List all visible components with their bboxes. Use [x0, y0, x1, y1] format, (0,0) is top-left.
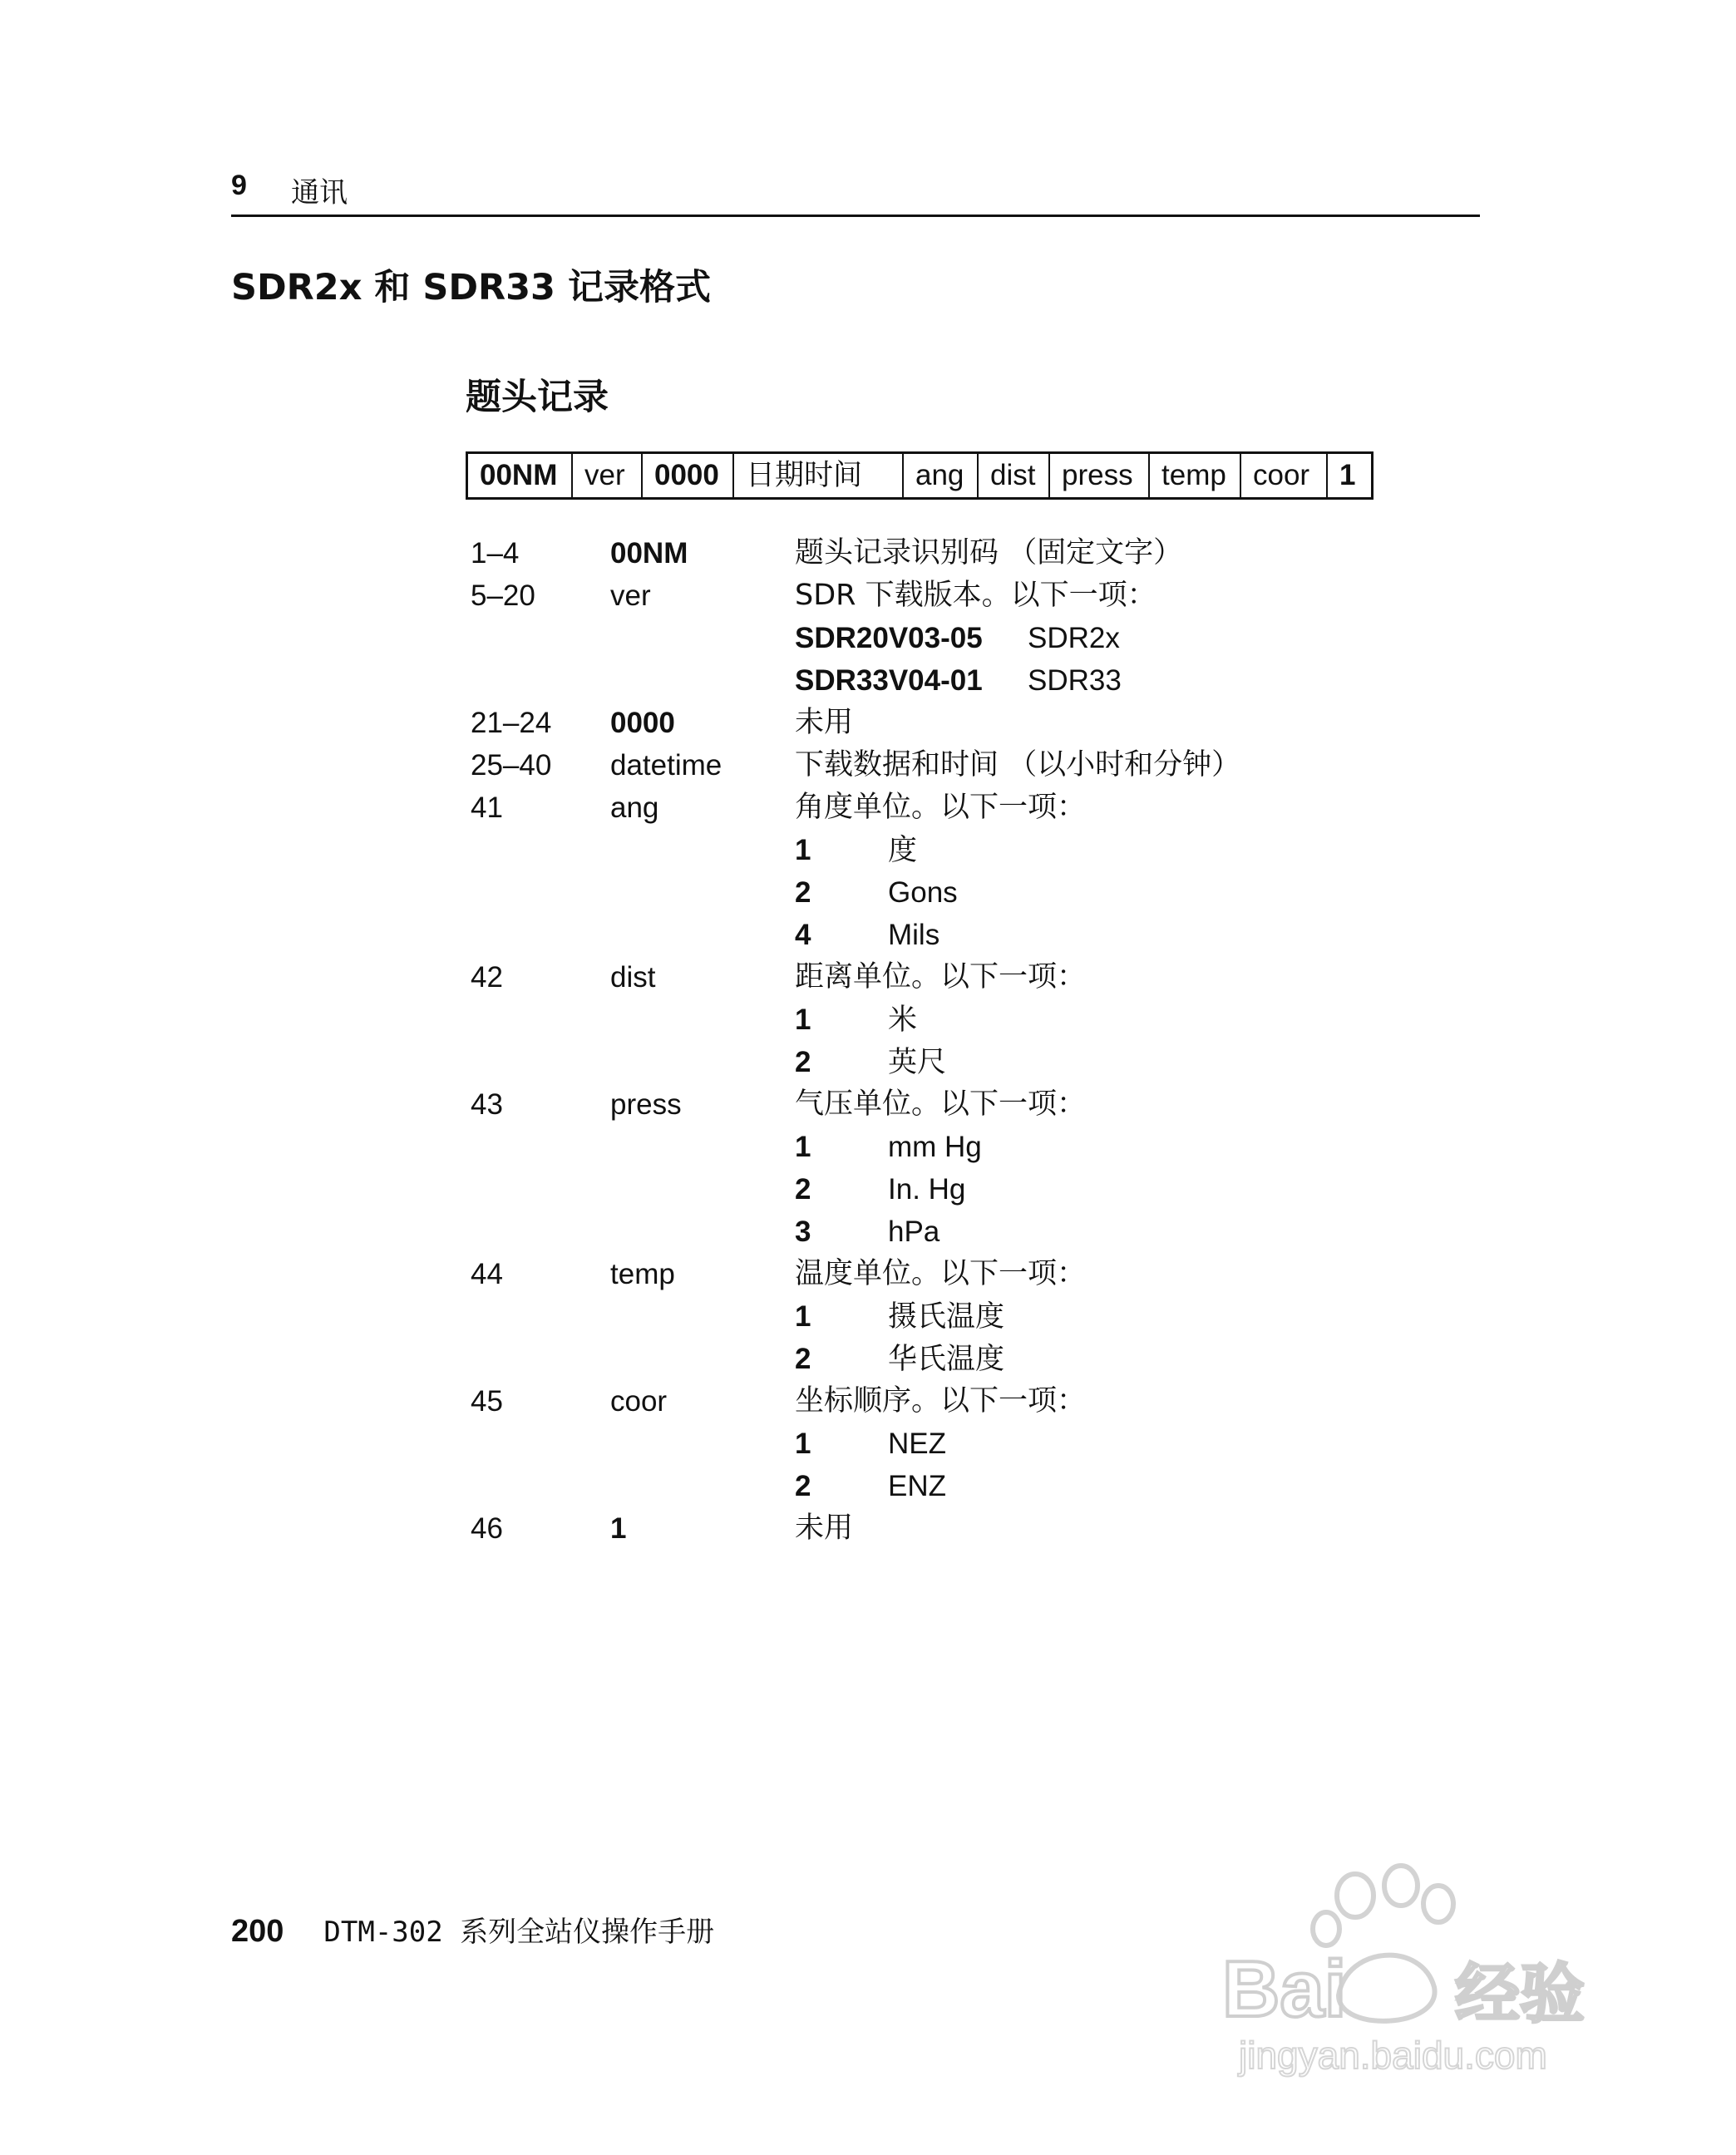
field-row [471, 744, 1468, 787]
field-option [795, 1338, 1468, 1380]
field-description: 题头记录识别码 （固定文字） [795, 536, 1183, 570]
record-cell: ang [904, 454, 979, 497]
option-code: 1 [795, 1300, 811, 1333]
baidu-jingyan-watermark [1214, 1862, 1630, 2079]
option-label: SDR2x [1028, 622, 1120, 654]
record-format-strip [466, 451, 1374, 500]
field-description: 未用 [795, 706, 854, 739]
field-option [795, 1295, 1468, 1338]
field-name: ang [610, 791, 659, 824]
field-name: datetime [610, 749, 723, 782]
option-code: SDR33V04-01 [795, 664, 983, 697]
field-description: 未用 [795, 1511, 854, 1545]
record-cell: 00NM [468, 454, 573, 497]
option-code: 4 [795, 919, 811, 951]
option-code: 1 [795, 1004, 811, 1036]
record-cell: 日期时间 [734, 454, 904, 497]
option-label: Mils [888, 919, 940, 951]
field-option [795, 999, 1468, 1041]
field-row [471, 1083, 1468, 1253]
chapter-title: 通讯 [291, 176, 348, 210]
record-cell: press [1050, 454, 1150, 497]
field-name: dist [610, 961, 656, 994]
option-code: 3 [795, 1216, 811, 1248]
product-text: 经验 [1455, 1957, 1586, 2032]
field-name: ver [610, 579, 651, 612]
field-option [795, 1423, 1468, 1465]
option-label: 摄氏温度 [888, 1300, 1005, 1333]
field-position: 41 [471, 791, 503, 824]
record-cell: temp [1150, 454, 1241, 497]
option-label: 度 [888, 834, 918, 866]
option-label: SDR33 [1028, 664, 1122, 697]
manual-title: DTM-302 系列全站仪操作手册 [323, 1916, 715, 1949]
field-name: 1 [610, 1512, 627, 1545]
option-code: 2 [795, 876, 811, 909]
field-position: 1–4 [471, 537, 520, 570]
record-cell: ver [573, 454, 643, 497]
field-option [795, 659, 1468, 702]
option-label: In. Hg [888, 1173, 966, 1206]
field-row [471, 702, 1468, 744]
paw-logo-icon [1214, 1862, 1630, 2079]
brand-text: Bai [1222, 1945, 1347, 2034]
field-option [795, 1126, 1468, 1168]
field-position: 46 [471, 1512, 503, 1545]
field-option [795, 871, 1468, 914]
option-label: mm Hg [888, 1131, 982, 1163]
option-label: 英尺 [888, 1046, 947, 1078]
option-code: 2 [795, 1470, 811, 1502]
field-row [471, 532, 1468, 575]
field-description: 距离单位。以下一项： [795, 960, 1087, 994]
field-position: 43 [471, 1088, 503, 1121]
field-position: 44 [471, 1258, 503, 1290]
chapter-number: 9 [231, 170, 247, 201]
record-cell: coor [1241, 454, 1328, 497]
option-code: 2 [795, 1343, 811, 1375]
record-cell: dist [979, 454, 1050, 497]
field-position: 21–24 [471, 707, 552, 739]
field-description: 角度单位。以下一项： [795, 791, 1087, 824]
field-name: 0000 [610, 707, 675, 739]
option-code: SDR20V03-05 [795, 622, 983, 654]
record-cell: 0000 [643, 454, 734, 497]
field-row [471, 787, 1468, 956]
subsection-title: 题头记录 [466, 377, 609, 418]
record-cell: 1 [1339, 459, 1356, 491]
field-name: 00NM [610, 537, 688, 570]
option-label: Gons [888, 876, 958, 909]
section-title: SDR2x 和 SDR33 记录格式 [231, 267, 711, 308]
field-position: 25–40 [471, 749, 552, 782]
option-code: 1 [795, 1428, 811, 1460]
running-header [231, 166, 1480, 217]
field-option [795, 1041, 1468, 1083]
watermark-url: jingyan.baidu.com [1239, 2034, 1547, 2077]
field-option [795, 617, 1468, 659]
field-name: temp [610, 1258, 675, 1290]
field-description: 气压单位。以下一项： [795, 1087, 1087, 1121]
field-name: press [610, 1088, 682, 1121]
field-position: 42 [471, 961, 503, 994]
option-code: 1 [795, 1131, 811, 1163]
option-code: 2 [795, 1173, 811, 1206]
field-description: 下载数据和时间 （以小时和分钟） [795, 748, 1241, 782]
field-position: 45 [471, 1385, 503, 1418]
field-description: 坐标顺序。以下一项： [795, 1384, 1087, 1418]
field-list [471, 532, 1468, 1550]
field-description: SDR 下载版本。以下一项： [795, 579, 1157, 612]
field-row [471, 575, 1468, 702]
option-label: 米 [888, 1004, 918, 1036]
field-row [471, 1380, 1468, 1507]
field-row [471, 1253, 1468, 1380]
field-description: 温度单位。以下一项： [795, 1257, 1087, 1290]
field-row [471, 1507, 1468, 1550]
option-label: ENZ [888, 1470, 946, 1502]
field-name: coor [610, 1385, 668, 1418]
field-option [795, 1465, 1468, 1507]
field-option [795, 829, 1468, 871]
page-number: 200 [231, 1914, 284, 1949]
option-label: 华氏温度 [888, 1343, 1005, 1375]
field-option [795, 914, 1468, 956]
option-code: 2 [795, 1046, 811, 1078]
option-label: NEZ [888, 1428, 946, 1460]
option-label: hPa [888, 1216, 940, 1248]
field-position: 5–20 [471, 579, 535, 612]
page-footer [231, 1909, 714, 1950]
field-option [795, 1211, 1468, 1253]
option-code: 1 [795, 834, 811, 866]
field-row [471, 956, 1468, 1083]
field-option [795, 1168, 1468, 1211]
